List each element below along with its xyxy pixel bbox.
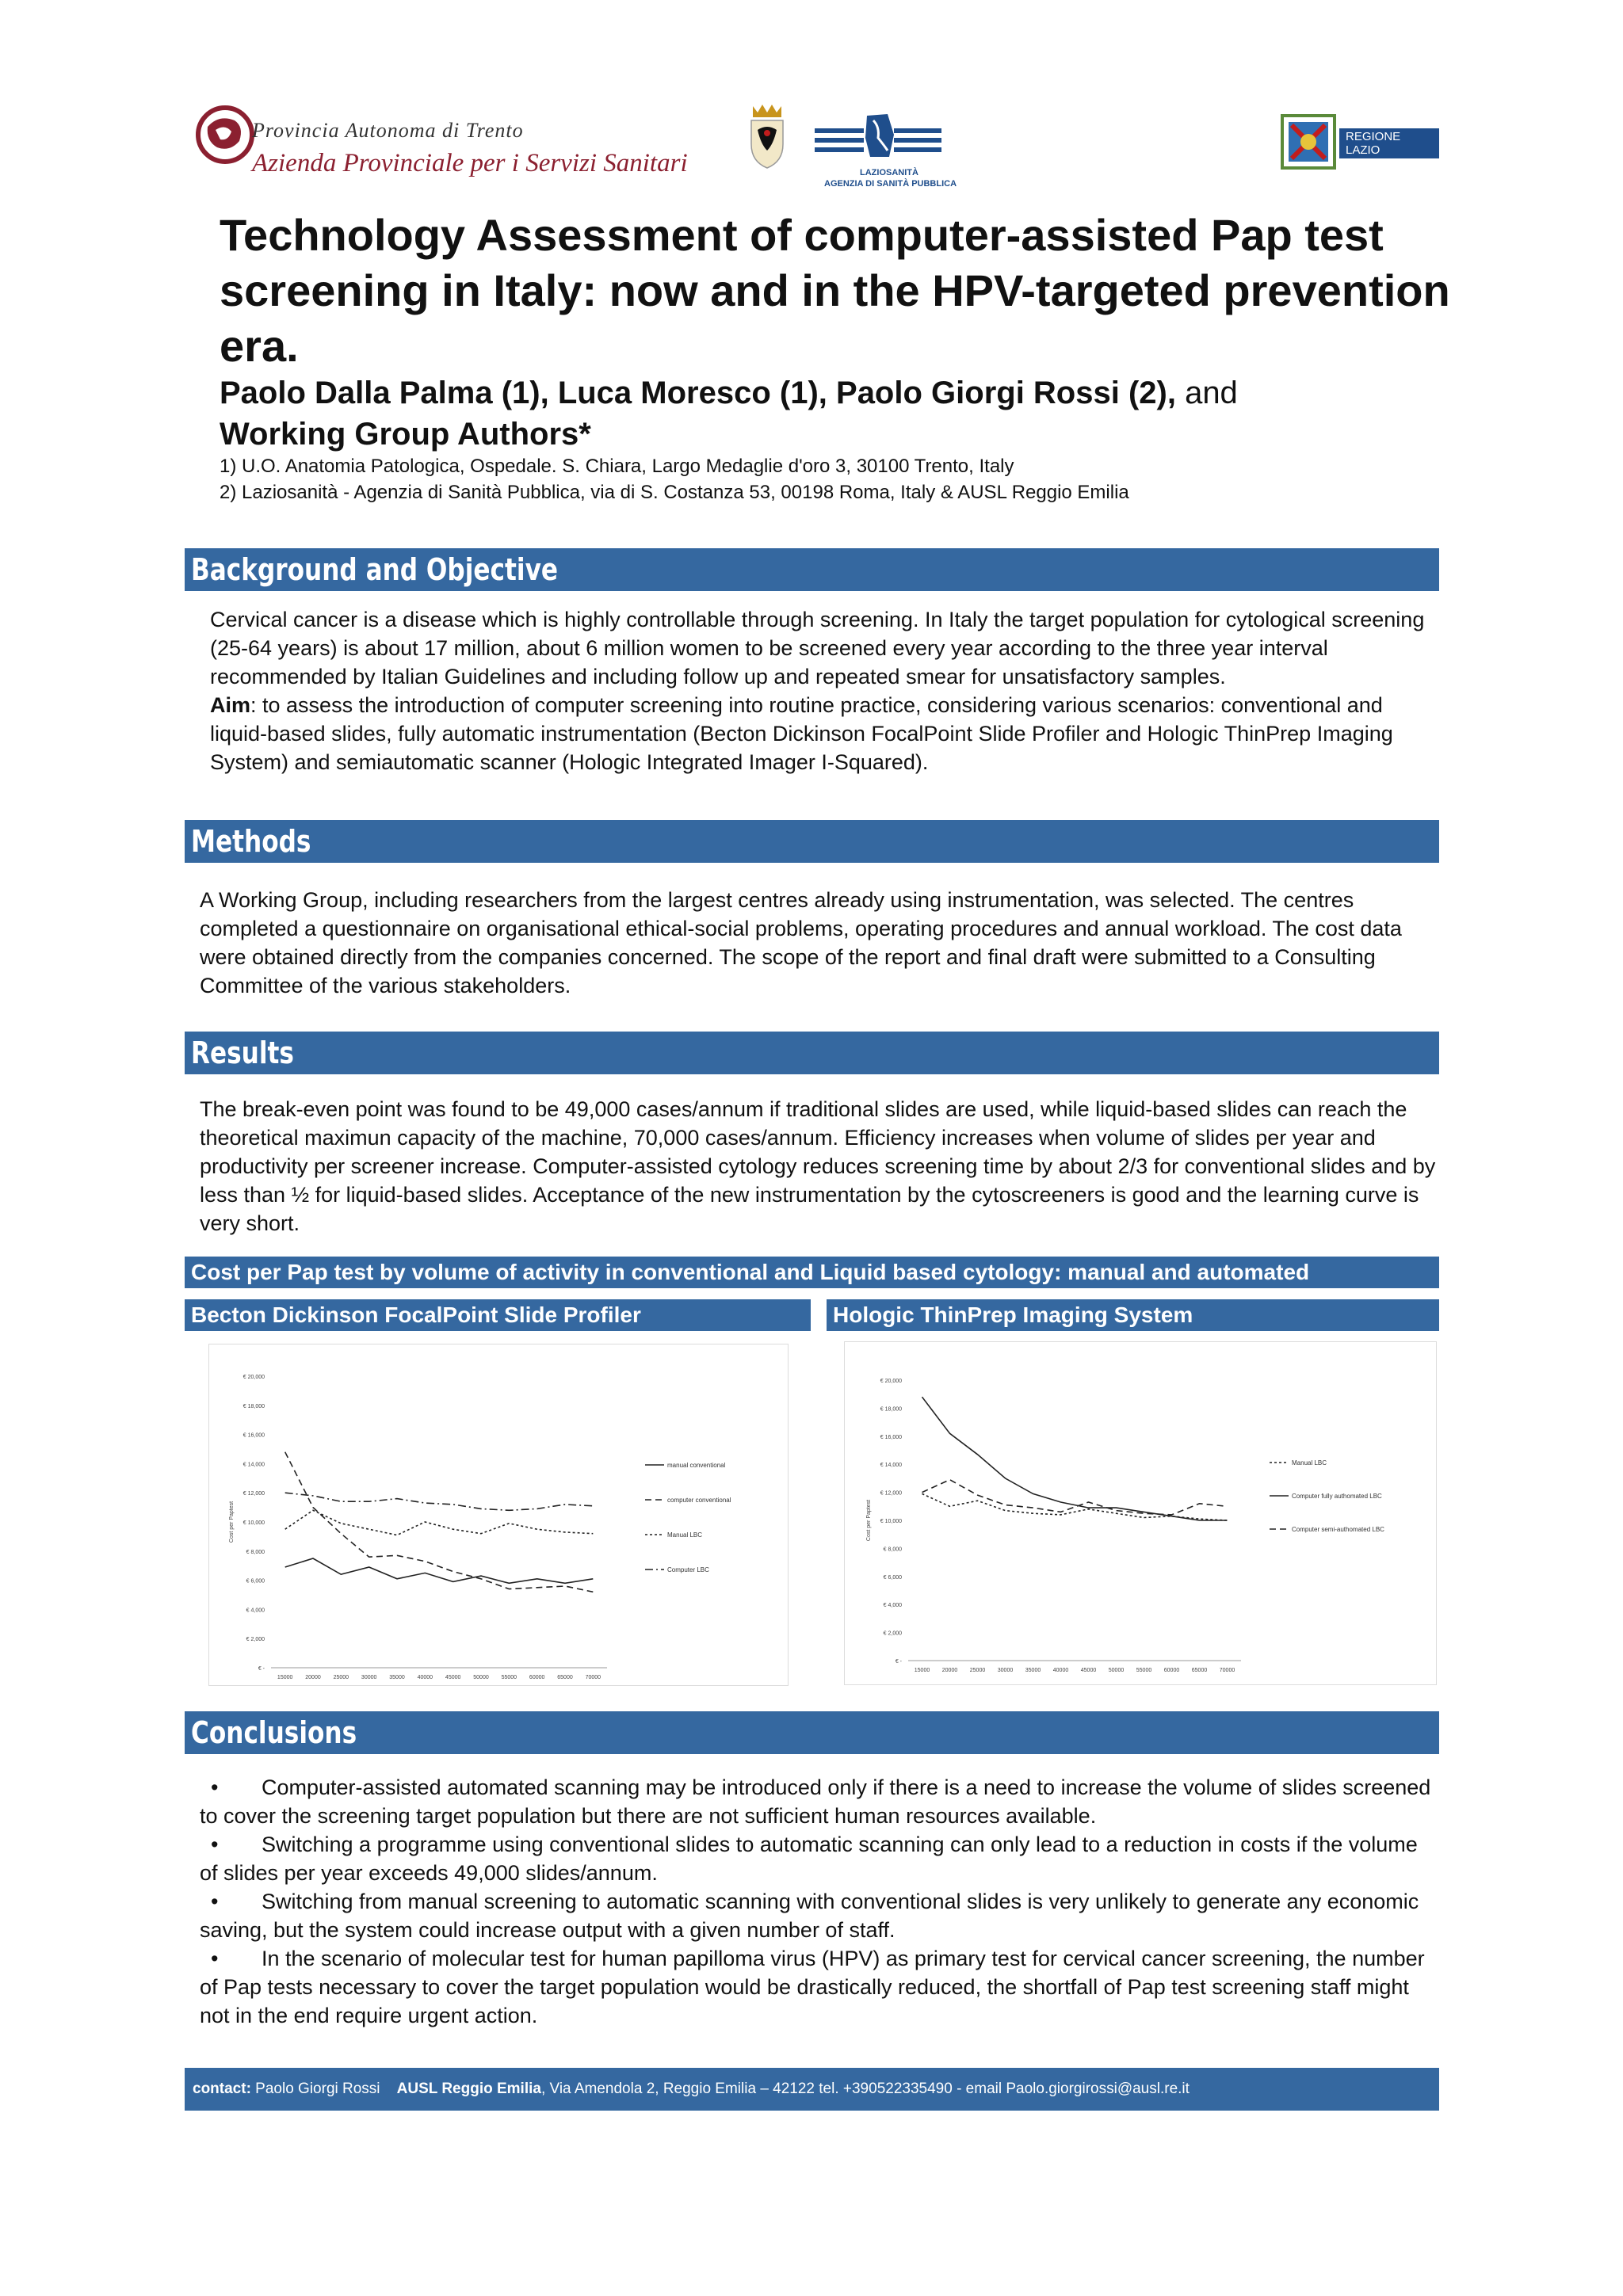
series-line [285,1558,594,1583]
x-tick-label: 15000 [277,1675,293,1680]
series-line [922,1493,1228,1520]
x-tick-label: 70000 [585,1675,601,1680]
legend-label: Manual LBC [1292,1459,1327,1466]
y-tick-label: € 2,000 [246,1637,265,1643]
aim-label: Aim [210,693,251,717]
y-tick-label: € 14,000 [880,1463,902,1469]
working-group: Working Group Authors* [220,417,591,452]
left-chart [208,1344,789,1686]
y-axis-label: Cost per Paptest [229,1501,235,1543]
x-tick-label: 30000 [361,1675,377,1680]
poster-title: Technology Assessment of computer-assisted Pap test screening in Italy: now and in the HPV-targeted prevention era. [220,210,1450,371]
x-tick-label: 60000 [1163,1668,1180,1673]
affiliation-1: 1) U.O. Anatomia Patologica, Ospedale. S. Chiara, Largo Medaglie d'oro 3, 30100 Trento, Italy [220,456,1014,477]
x-tick-label: 65000 [1191,1668,1208,1673]
legend-label: Computer fully authomated LBC [1292,1493,1382,1500]
affiliation-2: 2) Laziosanità - Agenzia di Sanità Pubblica, via di S. Costanza 53, 00198 Roma, Italy & AUSL Reggio Emilia [220,482,1129,503]
laziosanita-subtitle: AGENZIA DI SANITÀ PUBBLICA [824,179,957,189]
right-chart [844,1341,1437,1685]
conclusion-item [200,1887,1436,1944]
x-tick-label: 35000 [389,1675,405,1680]
x-tick-label: 20000 [941,1668,958,1673]
results-heading: Results [185,1032,1439,1074]
right-chart-title: Hologic ThinPrep Imaging System [827,1299,1439,1331]
y-tick-label: € 14,000 [242,1462,265,1468]
trento-coat-of-arms-icon [747,103,788,170]
series-line [285,1493,594,1510]
conclusion-text-1: Computer-assisted automated scanning may be introduced only if there is a need to increase the volume of slides screened to cover the screening target population but there are not sufficient human resources available. [200,1775,1431,1828]
bullet-4: • [211,1947,219,1970]
y-tick-label: € 16,000 [242,1432,265,1439]
methods-text: A Working Group, including researchers from the largest centres already using instrumentation, was selected. The centres completed a questionnaire on organisational ethical-social problems, operating procedures and annual workload. The cost data were obtained directly from the companies concerned. The scope of the report and final draft were submitted to a Consulting Committee of the various stakeholders. [200,888,1402,997]
conclusion-text-4: In the scenario of molecular test for human papilloma virus (HPV) as primary test for cervical cancer screening, the number of Pap tests necessary to cover the target population would be drastically reduced, the shortfall of Pap test screening staff might not in the end require urgent action. [200,1947,1425,2027]
conclusion-item [200,1830,1436,1887]
logo-line-1: Provincia Autonoma di Trento [252,119,524,142]
x-tick-label: 30000 [997,1668,1014,1673]
contact-details: , Via Amendola 2, Reggio Emilia – 42122 tel. +390522335490 - email Paolo.giorgirossi@ausl.re.it [540,2081,1190,2097]
methods-heading: Methods [185,820,1439,863]
conclusion-item [200,1944,1436,2030]
x-tick-label: 15000 [914,1668,930,1673]
conclusion-text-2: Switching a programme using conventional slides to automatic scanning can only lead to a reduction in costs if the volume of slides per year exceeds 49,000 slides/annum. [200,1833,1418,1885]
background-heading: Background and Objective [185,548,1439,591]
contact-bar [185,2068,1439,2111]
y-tick-label: € 6,000 [883,1574,902,1581]
logo-line-2: Azienda Provinciale per i Servizi Sanitari [252,149,688,177]
x-tick-label: 50000 [1108,1668,1125,1673]
y-tick-label: € - [895,1659,902,1665]
series-line [285,1510,594,1535]
thinprep-cost-chart [845,1342,1436,1684]
bullet-2: • [211,1833,219,1856]
x-tick-label: 50000 [473,1675,489,1680]
x-tick-label: 35000 [1025,1668,1041,1673]
y-axis-label: Cost per Paptest [866,1499,872,1542]
x-tick-label: 70000 [1219,1668,1235,1673]
x-tick-label: 45000 [1080,1668,1097,1673]
x-tick-label: 45000 [445,1675,461,1680]
author-names: Paolo Dalla Palma (1), Luca Moresco (1), Paolo Giorgi Rossi (2), [220,376,1176,410]
y-tick-label: € 2,000 [883,1630,902,1637]
y-tick-label: € 18,000 [242,1403,265,1409]
background-paragraph: Cervical cancer is a disease which is highly controllable through screening. In Italy the target population for cytological screening (25-64 years) is about 17 million, about 6 million women to be screened every year according to the three year interval recommended by Italian Guidelines and including follow up and repeated smear for unsatisfactory samples. [210,608,1425,688]
contact-label: contact: [193,2081,251,2097]
conclusions-heading: Conclusions [185,1711,1439,1754]
conclusions-list [200,1773,1436,2030]
regione-lazio-band [1339,128,1439,158]
x-tick-label: 25000 [333,1675,349,1680]
x-tick-label: 25000 [969,1668,986,1673]
x-tick-label: 60000 [529,1675,545,1680]
x-tick-label: 55000 [501,1675,517,1680]
y-tick-label: € 20,000 [880,1379,902,1384]
bullet-1: • [211,1775,219,1799]
background-text [210,605,1430,776]
x-tick-label: 40000 [1052,1668,1069,1673]
conclusion-text-3: Switching from manual screening to automatic scanning with conventional slides is very unlikely to generate any economic saving, but the system could increase output with a given number of staff. [200,1890,1419,1942]
author-list [220,372,1456,455]
x-tick-label: 55000 [1136,1668,1152,1673]
series-line [922,1480,1228,1515]
x-tick-label: 40000 [417,1675,433,1680]
y-tick-label: € 18,000 [880,1406,902,1413]
y-tick-label: € 8,000 [883,1547,902,1553]
apss-logo-icon [195,103,255,166]
y-tick-label: € 12,000 [880,1490,902,1497]
y-tick-label: € 12,000 [242,1491,265,1497]
y-tick-label: € - [258,1666,265,1672]
y-tick-label: € 4,000 [246,1608,265,1614]
lazio-label: LAZIO [1346,143,1381,157]
y-tick-label: € 8,000 [246,1549,265,1555]
laziosanita-name: LAZIOSANITÀ [860,168,918,177]
x-tick-label: 20000 [305,1675,321,1680]
contact-name: Paolo Giorgi Rossi [250,2081,397,2097]
aim-text: : to assess the introduction of computer screening into routine practice, considering various scenarios: conventional and liquid-based slides, fully automatic instrumentation (Becton Dickinson FocalPoint Slide Profiler and Hologic ThinPrep Imaging System) and semiautomatic scanner (Hologic Integrated Imager I-Squared). [210,693,1393,774]
series-line [285,1452,594,1592]
bullet-3: • [211,1890,219,1913]
cost-chart-caption-bar: Cost per Pap test by volume of activity in conventional and Liquid based cytology: manual and automated [185,1257,1439,1288]
author-and: and [1175,376,1238,410]
y-tick-label: € 20,000 [242,1375,265,1380]
focalpoint-cost-chart [209,1344,788,1685]
y-tick-label: € 6,000 [246,1578,265,1585]
y-tick-label: € 10,000 [880,1519,902,1524]
y-tick-label: € 4,000 [883,1603,902,1609]
affiliations [220,453,1487,505]
results-text: The break-even point was found to be 49,000 cases/annum if traditional slides are used, while liquid-based slides can reach the theoretical maximun capacity of the machine, 70,000 cases/annum. Efficiency increases when volume of slides per year and productivity per screener increase. Computer-assisted cytology reduces screening time by about 2/3 for conventional slides and by less than ½ for liquid-based slides. Acceptance of the new instrumentation by the cytoscreeners is good and the learning curve is very short. [200,1097,1436,1235]
legend-label: Manual LBC [667,1531,703,1539]
y-tick-label: € 10,000 [242,1520,265,1526]
x-tick-label: 65000 [557,1675,573,1680]
conclusion-item [200,1773,1436,1830]
legend-label: computer conventional [667,1497,731,1504]
series-line [922,1397,1228,1520]
contact-org: AUSL Reggio Emilia [396,2081,541,2097]
regione-lazio-emblem-icon [1281,114,1336,170]
legend-label: Computer semi-authomated LBC [1292,1526,1384,1533]
y-tick-label: € 16,000 [880,1434,902,1440]
regione-label: REGIONE [1346,130,1401,143]
left-chart-title: Becton Dickinson FocalPoint Slide Profiler [185,1299,811,1331]
legend-label: manual conventional [667,1462,726,1469]
legend-label: Computer LBC [667,1566,709,1573]
